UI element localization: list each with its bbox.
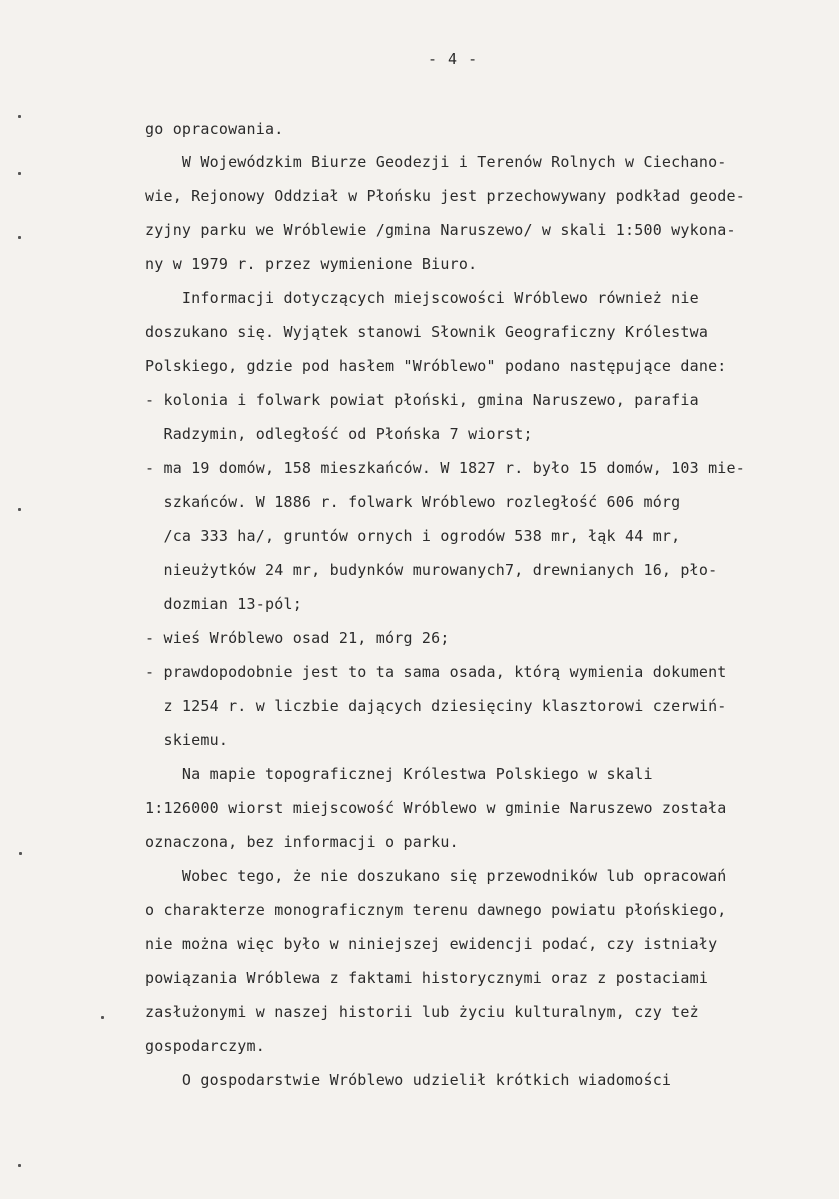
text-line: wie, Rejonowy Oddział w Płońsku jest przechowywany podkład geode- (145, 187, 745, 205)
scan-mark (18, 115, 21, 118)
list-item-line: - wieś Wróblewo osad 21, mórg 26; (145, 629, 450, 647)
text-line: oznaczona, bez informacji o parku. (145, 833, 459, 851)
text-line: Polskiego, gdzie pod hasłem "Wróblewo" podano następujące dane: (145, 357, 727, 375)
list-item-line: dozmian 13-pól; (145, 595, 302, 613)
text-line: Wobec tego, że nie doszukano się przewodników lub opracowań (145, 867, 727, 885)
text-line: zyjny parku we Wróblewie /gmina Naruszewo/ w skali 1:500 wykona- (145, 221, 736, 239)
scan-mark (18, 508, 21, 511)
text-line: nie można więc było w niniejszej ewidencji podać, czy istniały (145, 935, 718, 953)
scan-mark (18, 1164, 21, 1167)
list-item-line: z 1254 r. w liczbie dających dziesięciny klasztorowi czerwiń- (145, 697, 727, 715)
text-line: gospodarczym. (145, 1037, 265, 1055)
text-line: Na mapie topograficznej Królestwa Polskiego w skali (145, 765, 653, 783)
list-item-line: - kolonia i folwark powiat płoński, gmina Naruszewo, parafia (145, 391, 699, 409)
list-item-line: /ca 333 ha/, gruntów ornych i ogrodów 538 mr, łąk 44 mr, (145, 527, 681, 545)
page-number: - 4 - (428, 50, 479, 68)
list-item-line: skiemu. (145, 731, 229, 749)
text-line: Informacji dotyczących miejscowości Wróblewo również nie (145, 289, 699, 307)
text-line: powiązania Wróblewa z faktami historycznymi oraz z postaciami (145, 969, 709, 987)
text-line: 1:126000 wiorst miejscowość Wróblewo w gminie Naruszewo została (145, 799, 727, 817)
list-item-line: - ma 19 domów, 158 mieszkańców. W 1827 r. było 15 domów, 103 mie- (145, 459, 745, 477)
list-item-line: nieużytków 24 mr, budynków murowanych7, drewnianych 16, pło- (145, 561, 718, 579)
list-item-line: - prawdopodobnie jest to ta sama osada, którą wymienia dokument (145, 663, 727, 681)
text-line: ny w 1979 r. przez wymienione Biuro. (145, 255, 478, 273)
text-line: doszukano się. Wyjątek stanowi Słownik Geograficzny Królestwa (145, 323, 709, 341)
text-line: go opracowania. (145, 120, 284, 138)
text-line: W Wojewódzkim Biurze Geodezji i Terenów Rolnych w Ciechano- (145, 153, 727, 171)
list-item-line: Radzymin, odległość od Płońska 7 wiorst; (145, 425, 533, 443)
text-line: o charakterze monograficznym terenu dawnego powiatu płońskiego, (145, 901, 727, 919)
scan-mark (18, 236, 21, 239)
scan-mark (19, 852, 22, 855)
scan-mark (18, 172, 21, 175)
list-item-line: szkańców. W 1886 r. folwark Wróblewo rozległość 606 mórg (145, 493, 681, 511)
text-line: zasłużonymi w naszej historii lub życiu kulturalnym, czy też (145, 1003, 699, 1021)
text-line: O gospodarstwie Wróblewo udzielił krótkich wiadomości (145, 1071, 672, 1089)
scan-mark (101, 1016, 104, 1019)
